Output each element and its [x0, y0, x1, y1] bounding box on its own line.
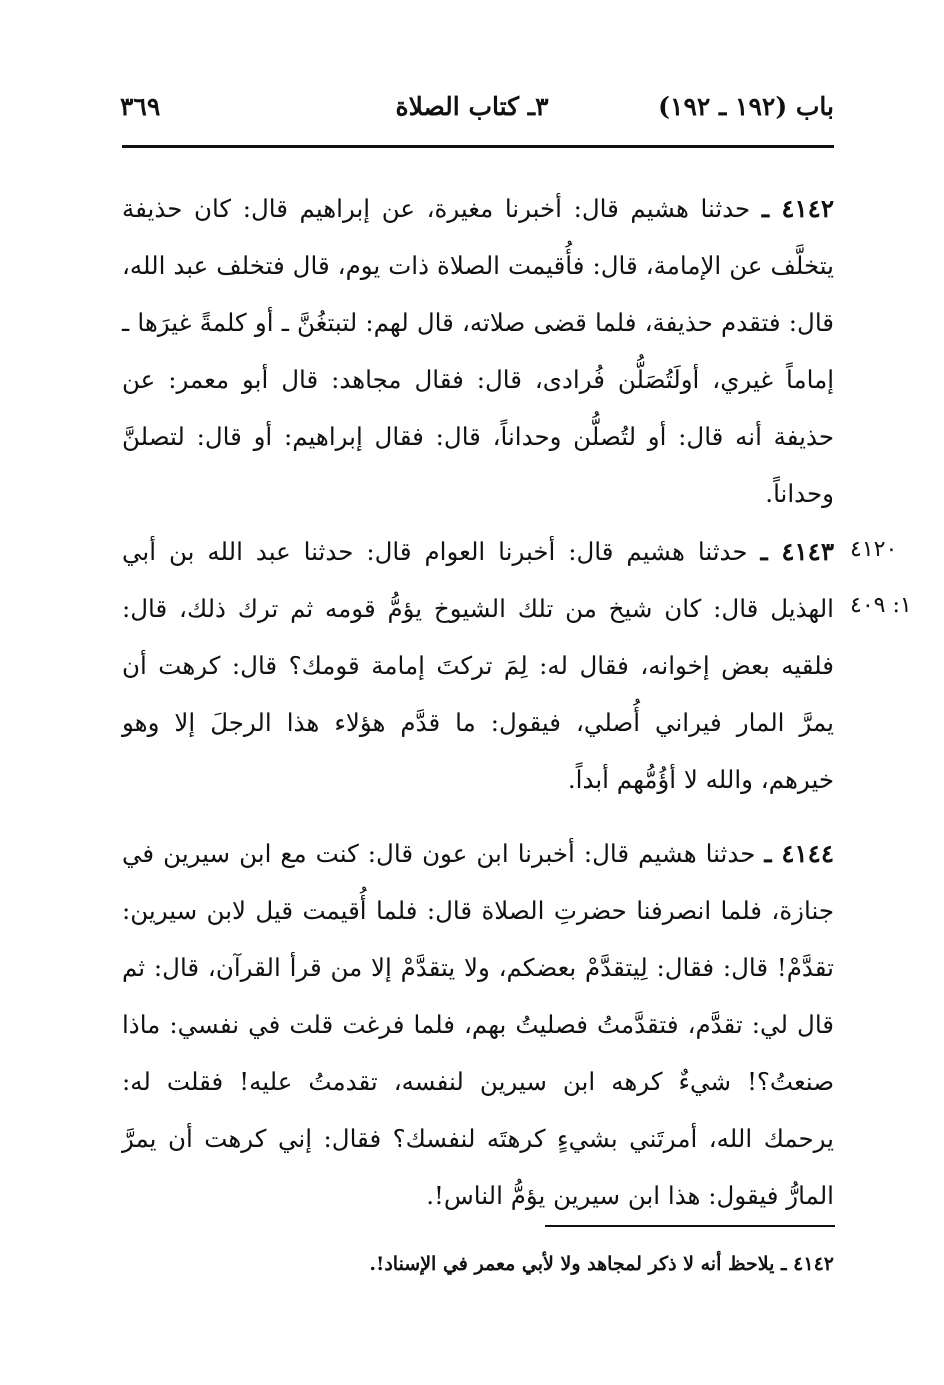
- chapter-header: باب (١٩٢ ـ ١٩٢): [658, 92, 834, 121]
- footnote-rule: [545, 1225, 835, 1227]
- margin-reference: ٤١٢٠: [850, 537, 898, 562]
- hadith-number: ٤١٤٤ ـ: [764, 839, 834, 868]
- hadith-paragraph: [122, 180, 834, 522]
- header-rule: [122, 145, 834, 148]
- hadith-text: حدثنا هشيم قال: أخبرنا العوام قال: حدثنا عبد الله بن أبي الهذيل قال: كان شيخ من تلك الشيوخ يؤمُّ قومه ثم ترك ذلك، قال: فلقيه بعض إخوانه، فقال له: لِمَ تركتَ إمامة قومك؟ قال: كرهت أن يمرَّ المار فيراني أُصلي، فيقول: ما قدَّم هؤلاء هذا الرجلَ إلا وهو خيرهم، والله لا أؤُمُّهم أبداً.: [122, 537, 834, 794]
- margin-reference: ١: ٤٠٩: [850, 593, 912, 618]
- hadith-text: حدثنا هشيم قال: أخبرنا ابن عون قال: كنت مع ابن سيرين في جنازة، فلما انصرفنا حضرتِ الصلاة قال: فلما أُقيمت قيل لابن سيرين: تقدَّمْ! قال: فقال: لِيتقدَّمْ بعضكم، ولا يتقدَّمْ إلا من قرأ القرآن، قال: ثم قال لي: تقدَّم، فتقدَّمتُ فصليتُ بهم، فلما فرغت قلت في نفسي: ماذا صنعتُ؟! شيءٌ كرهه ابن سيرين لنفسه، تقدمتُ عليه! فقلت له: يرحمك الله، أمرتَني بشيءٍ كرهتَه لنفسك؟ فقال: إني كرهت أن يمرَّ المارُّ فيقول: هذا ابن سيرين يؤمُّ الناس!.: [122, 839, 834, 1210]
- book-title-header: ٣ـ كتاب الصلاة: [395, 92, 549, 121]
- footnote: ٤١٤٢ ـ يلاحظ أنه لا ذكر لمجاهد ولا لأبي معمر في الإسناد!.: [369, 1253, 834, 1275]
- hadith-paragraph: [122, 523, 834, 808]
- page-number: ٣٦٩: [120, 92, 161, 121]
- hadith-text: حدثنا هشيم قال: أخبرنا مغيرة، عن إبراهيم قال: كان حذيفة يتخلَّف عن الإمامة، قال: فأُقيمت الصلاة ذات يوم، قال فتخلف عبد الله، قال: فتقدم حذيفة، فلما قضى صلاته، قال لهم: لتبتغُنَّ ـ أو كلمةً غيرَها ـ إماماً غيري، أولَتُصَلُّن فُرادى، قال: فقال مجاهد: قال أبو معمر: عن حذيفة أنه قال: أو لتُصلُّن وحداناً، قال: فقال إبراهيم: أو قال: لتصلنَّ وحداناً.: [122, 194, 834, 508]
- hadith-number: ٤١٤٢ ـ: [761, 194, 834, 223]
- hadith-number: ٤١٤٣ ـ: [760, 537, 834, 566]
- hadith-paragraph: [122, 825, 834, 1224]
